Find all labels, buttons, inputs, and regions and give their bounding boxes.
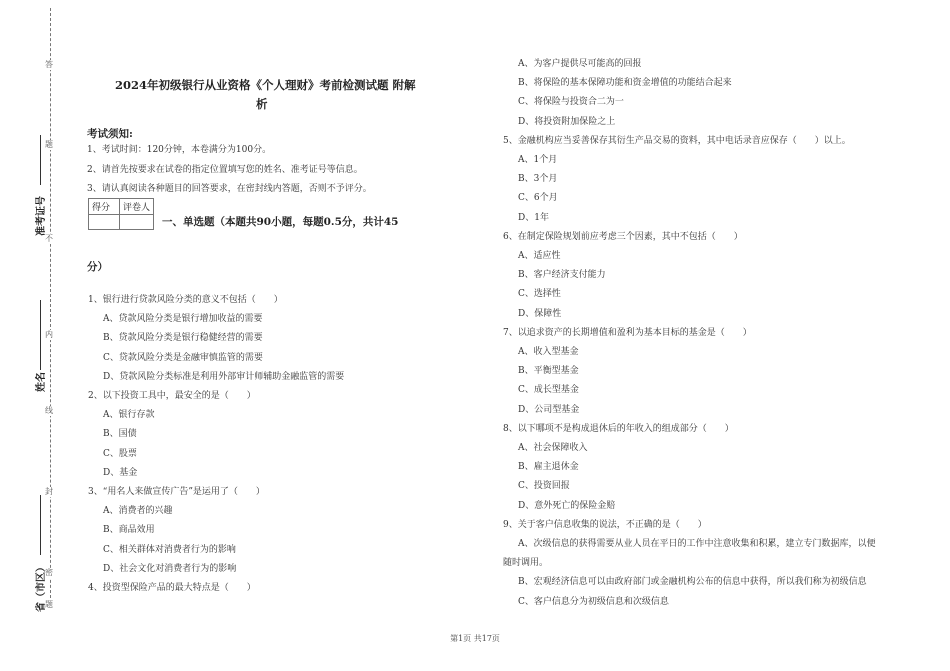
- section-heading: 一、单选题（本题共90小题，每题0.5分，共计45: [162, 216, 399, 228]
- question-stem: 8、以下哪项不是构成退休后的年收入的组成部分（ ）: [503, 423, 734, 434]
- province-label: 省（市区）: [36, 562, 47, 612]
- answer-option: A、消费者的兴趣: [103, 506, 173, 517]
- notice-heading: 考试须知:: [87, 128, 133, 140]
- answer-option: B、贷款风险分类是银行稳健经营的需要: [103, 333, 263, 344]
- notice-item: 3、请认真阅读各种题目的回答要求，在密封线内答题，否则不予评分。: [87, 184, 372, 194]
- seal-mark: 内: [45, 330, 53, 339]
- answer-option: B、客户经济支付能力: [518, 270, 606, 281]
- seal-mark: 题: [45, 600, 53, 609]
- answer-option: C、相关群体对消费者行为的影响: [103, 544, 236, 555]
- notice-item: 1、考试时间：120分钟，本卷满分为100分。: [87, 145, 272, 155]
- answer-option: A、收入型基金: [518, 347, 579, 357]
- seal-mark: 线: [45, 406, 53, 415]
- answer-option: C、股票: [103, 448, 137, 459]
- answer-option: A、社会保障收入: [518, 443, 588, 453]
- seal-mark: 题: [45, 140, 53, 149]
- answer-option: B、雇主退休金: [518, 462, 579, 473]
- answer-option-continued: 随时调用。: [503, 558, 549, 569]
- answer-option: B、3个月: [518, 174, 558, 185]
- question-stem: 9、关于客户信息收集的说法，不正确的是（ ）: [503, 519, 707, 530]
- notice-item: 2、请首先按要求在试卷的指定位置填写您的姓名、准考证号等信息。: [87, 165, 363, 175]
- exam-id-underline: [40, 135, 41, 185]
- name-underline: [40, 300, 41, 370]
- answer-option: D、1年: [518, 212, 549, 223]
- page-title-continued: 析: [256, 97, 268, 111]
- province-underline: [40, 495, 41, 555]
- answer-option: C、客户信息分为初级信息和次级信息: [518, 596, 669, 607]
- answer-option: A、适应性: [518, 251, 561, 261]
- name-label: 姓名: [36, 372, 47, 392]
- answer-option: A、贷款风险分类是银行增加收益的需要: [103, 314, 263, 325]
- answer-option: D、贷款风险分类标准是利用外部审计师辅助金融监管的需要: [103, 371, 345, 382]
- score-cell[interactable]: [89, 215, 120, 230]
- answer-option: C、将保险与投资合二为一: [518, 97, 624, 108]
- question-stem: 2、以下投资工具中，最安全的是（ ）: [88, 391, 256, 401]
- page-footer: 第1页 共17页: [450, 634, 500, 643]
- score-table: [88, 198, 154, 230]
- grader-header: 评卷人: [120, 199, 154, 215]
- answer-option: A、1个月: [518, 155, 558, 165]
- answer-option: B、宏观经济信息可以由政府部门或金融机构公布的信息中获得，所以我们称为初级信息: [518, 577, 867, 588]
- seal-dashed-line: [50, 8, 51, 608]
- answer-option: A、为客户提供尽可能高的回报: [518, 59, 642, 69]
- answer-option: C、6个月: [518, 193, 558, 204]
- section-heading-continued: 分）: [87, 261, 108, 273]
- answer-option: A、银行存款: [103, 410, 155, 421]
- question-stem: 7、以追求资产的长期增值和盈利为基本目标的基金是（ ）: [503, 327, 752, 338]
- exam-id-label: 准考证号: [36, 196, 47, 236]
- answer-option: C、成长型基金: [518, 385, 579, 396]
- answer-option: D、基金: [103, 467, 138, 478]
- question-stem: 1、银行进行贷款风险分类的意义不包括（ ）: [88, 295, 283, 305]
- answer-option: D、公司型基金: [518, 404, 580, 415]
- answer-option: D、社会文化对消费者行为的影响: [103, 563, 237, 574]
- seal-mark: 封: [45, 487, 53, 496]
- question-stem: 4、投资型保险产品的最大特点是（ ）: [88, 583, 256, 593]
- seal-mark: 不: [45, 234, 53, 243]
- answer-option: D、将投资附加保险之上: [518, 116, 616, 127]
- answer-option: C、投资回报: [518, 481, 570, 492]
- answer-option: C、选择性: [518, 289, 561, 300]
- question-stem: 6、在制定保险规划前应考虑三个因素，其中不包括（ ）: [503, 231, 743, 242]
- answer-option: D、保障性: [518, 308, 562, 319]
- seal-mark: 答: [45, 60, 53, 69]
- grader-cell[interactable]: [120, 215, 154, 230]
- answer-option: B、平衡型基金: [518, 366, 579, 377]
- question-stem: 3、“用名人来做宣传广告”是运用了（ ）: [88, 487, 265, 497]
- answer-option: B、将保险的基本保障功能和资金增值的功能结合起来: [518, 78, 732, 89]
- page-title: 2024年初级银行从业资格《个人理财》考前检测试题 附解: [115, 78, 416, 92]
- answer-option: B、国债: [103, 429, 137, 440]
- answer-option: C、贷款风险分类是金融审慎监管的需要: [103, 352, 263, 363]
- seal-mark: 密: [45, 568, 53, 577]
- question-stem: 5、金融机构应当妥善保存其衍生产品交易的资料，其中电话录音应保存（ ）以上。: [503, 135, 851, 146]
- answer-option: D、意外死亡的保险金赔: [518, 500, 616, 511]
- answer-option: A、次级信息的获得需要从业人员在平日的工作中注意收集和积累，建立专门数据库，以便: [518, 539, 876, 549]
- score-header: 得分: [89, 199, 120, 215]
- answer-option: B、商品效用: [103, 525, 155, 536]
